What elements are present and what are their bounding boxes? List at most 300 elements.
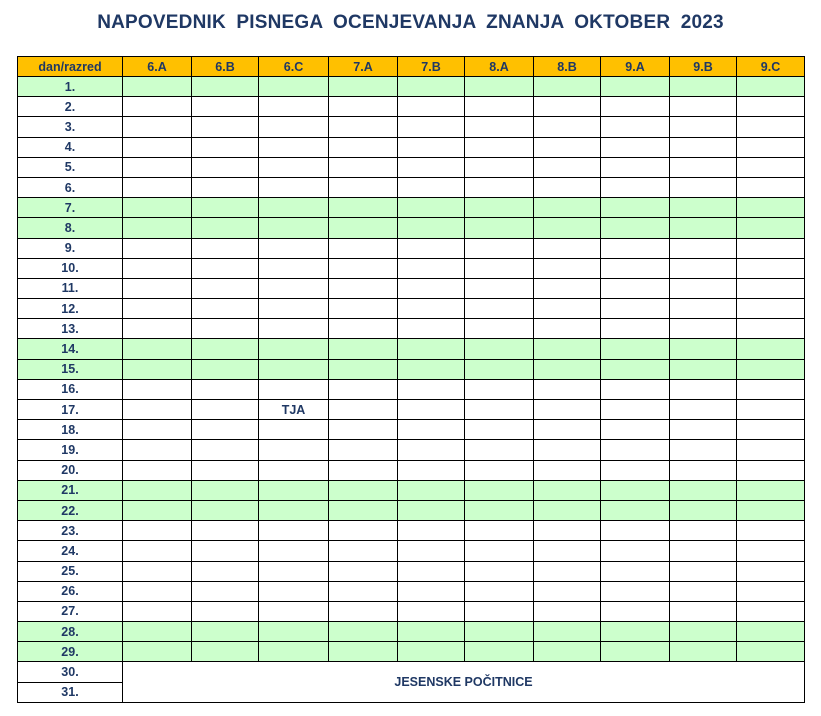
schedule-cell[interactable] — [737, 339, 805, 359]
schedule-cell[interactable] — [601, 238, 670, 258]
schedule-cell[interactable] — [601, 278, 670, 298]
schedule-cell[interactable] — [192, 601, 259, 621]
schedule-cell[interactable] — [398, 77, 465, 97]
schedule-cell[interactable] — [123, 622, 192, 642]
schedule-cell[interactable] — [601, 258, 670, 278]
schedule-cell[interactable] — [670, 480, 737, 500]
schedule-cell[interactable] — [329, 97, 398, 117]
schedule-cell[interactable] — [534, 521, 601, 541]
schedule-cell[interactable] — [670, 97, 737, 117]
schedule-cell[interactable] — [465, 440, 534, 460]
schedule-cell[interactable] — [670, 218, 737, 238]
schedule-cell[interactable] — [601, 642, 670, 662]
schedule-cell[interactable] — [534, 622, 601, 642]
schedule-cell[interactable] — [192, 420, 259, 440]
schedule-cell[interactable] — [737, 177, 805, 197]
schedule-cell[interactable] — [465, 319, 534, 339]
schedule-cell[interactable] — [192, 500, 259, 520]
schedule-cell[interactable] — [123, 460, 192, 480]
schedule-cell[interactable] — [192, 177, 259, 197]
schedule-cell[interactable] — [259, 601, 329, 621]
schedule-cell[interactable] — [737, 622, 805, 642]
column-header-class: 6.B — [192, 57, 259, 77]
schedule-cell[interactable] — [329, 238, 398, 258]
schedule-cell[interactable] — [398, 359, 465, 379]
schedule-cell[interactable] — [670, 400, 737, 420]
schedule-cell[interactable] — [329, 157, 398, 177]
schedule-cell[interactable] — [398, 379, 465, 399]
schedule-cell[interactable] — [123, 480, 192, 500]
schedule-cell[interactable] — [329, 420, 398, 440]
schedule-cell[interactable] — [329, 561, 398, 581]
schedule-cell[interactable] — [601, 339, 670, 359]
schedule-cell[interactable] — [192, 278, 259, 298]
schedule-cell[interactable] — [670, 622, 737, 642]
schedule-cell[interactable] — [737, 359, 805, 379]
schedule-cell[interactable] — [192, 339, 259, 359]
schedule-cell[interactable] — [737, 278, 805, 298]
schedule-cell[interactable] — [123, 500, 192, 520]
schedule-cell[interactable] — [123, 299, 192, 319]
schedule-cell[interactable] — [329, 77, 398, 97]
schedule-cell[interactable] — [192, 299, 259, 319]
schedule-cell[interactable] — [123, 117, 192, 137]
schedule-cell[interactable]: TJA — [259, 400, 329, 420]
schedule-cell[interactable] — [398, 117, 465, 137]
schedule-cell[interactable] — [737, 238, 805, 258]
schedule-cell[interactable] — [123, 379, 192, 399]
schedule-cell[interactable] — [601, 440, 670, 460]
schedule-cell[interactable] — [670, 561, 737, 581]
schedule-cell[interactable] — [465, 581, 534, 601]
schedule-cell[interactable] — [601, 460, 670, 480]
schedule-cell[interactable] — [465, 500, 534, 520]
schedule-cell[interactable] — [737, 480, 805, 500]
schedule-cell[interactable] — [465, 218, 534, 238]
schedule-cell[interactable] — [601, 400, 670, 420]
schedule-cell[interactable] — [329, 177, 398, 197]
schedule-cell[interactable] — [192, 117, 259, 137]
schedule-cell[interactable] — [465, 521, 534, 541]
schedule-cell[interactable] — [670, 339, 737, 359]
schedule-cell[interactable] — [123, 541, 192, 561]
schedule-cell[interactable] — [259, 460, 329, 480]
schedule-cell[interactable] — [737, 420, 805, 440]
schedule-cell[interactable] — [123, 521, 192, 541]
schedule-cell[interactable] — [192, 460, 259, 480]
schedule-cell[interactable] — [192, 157, 259, 177]
schedule-cell[interactable] — [259, 500, 329, 520]
schedule-cell[interactable] — [534, 480, 601, 500]
schedule-cell[interactable] — [465, 642, 534, 662]
schedule-cell[interactable] — [123, 440, 192, 460]
schedule-cell[interactable] — [192, 359, 259, 379]
schedule-cell[interactable] — [398, 420, 465, 440]
schedule-cell[interactable] — [737, 521, 805, 541]
schedule-cell[interactable] — [465, 238, 534, 258]
schedule-cell[interactable] — [670, 137, 737, 157]
schedule-cell[interactable] — [192, 541, 259, 561]
column-header-class: 7.B — [398, 57, 465, 77]
day-cell: 17. — [18, 400, 123, 420]
schedule-cell[interactable] — [737, 379, 805, 399]
schedule-cell[interactable] — [123, 137, 192, 157]
schedule-cell[interactable] — [601, 218, 670, 238]
schedule-cell[interactable] — [670, 359, 737, 379]
schedule-cell[interactable] — [192, 440, 259, 460]
schedule-cell[interactable] — [601, 541, 670, 561]
schedule-cell[interactable] — [259, 177, 329, 197]
schedule-cell[interactable] — [465, 561, 534, 581]
schedule-cell[interactable] — [670, 319, 737, 339]
schedule-cell[interactable] — [670, 157, 737, 177]
schedule-cell[interactable] — [601, 117, 670, 137]
day-cell: 28. — [18, 622, 123, 642]
schedule-cell[interactable] — [123, 319, 192, 339]
schedule-cell[interactable] — [534, 299, 601, 319]
schedule-cell[interactable] — [534, 177, 601, 197]
schedule-cell[interactable] — [670, 420, 737, 440]
schedule-cell[interactable] — [737, 561, 805, 581]
schedule-cell[interactable] — [670, 258, 737, 278]
schedule-cell[interactable] — [670, 117, 737, 137]
schedule-cell[interactable] — [670, 521, 737, 541]
schedule-cell[interactable] — [670, 460, 737, 480]
schedule-cell[interactable] — [123, 400, 192, 420]
schedule-cell[interactable] — [737, 601, 805, 621]
schedule-cell[interactable] — [534, 77, 601, 97]
schedule-cell[interactable] — [192, 198, 259, 218]
schedule-cell[interactable] — [329, 339, 398, 359]
schedule-cell[interactable] — [329, 541, 398, 561]
schedule-cell[interactable] — [329, 299, 398, 319]
schedule-cell[interactable] — [329, 278, 398, 298]
schedule-cell[interactable] — [737, 218, 805, 238]
schedule-cell[interactable] — [670, 500, 737, 520]
schedule-cell[interactable] — [601, 601, 670, 621]
schedule-cell[interactable] — [398, 521, 465, 541]
schedule-cell[interactable] — [465, 97, 534, 117]
schedule-cell[interactable] — [670, 541, 737, 561]
schedule-cell[interactable] — [465, 379, 534, 399]
schedule-cell[interactable] — [534, 561, 601, 581]
schedule-cell[interactable] — [737, 460, 805, 480]
schedule-cell[interactable] — [465, 359, 534, 379]
day-cell: 22. — [18, 500, 123, 520]
schedule-cell[interactable] — [465, 278, 534, 298]
schedule-cell[interactable] — [259, 319, 329, 339]
schedule-cell[interactable] — [534, 319, 601, 339]
schedule-cell[interactable] — [259, 642, 329, 662]
schedule-cell[interactable] — [737, 440, 805, 460]
schedule-cell[interactable] — [670, 581, 737, 601]
schedule-cell[interactable] — [259, 561, 329, 581]
schedule-cell[interactable] — [601, 137, 670, 157]
schedule-cell[interactable] — [465, 258, 534, 278]
schedule-cell[interactable] — [465, 117, 534, 137]
schedule-cell[interactable] — [737, 97, 805, 117]
day-cell: 10. — [18, 258, 123, 278]
schedule-cell[interactable] — [329, 218, 398, 238]
schedule-cell[interactable] — [398, 299, 465, 319]
schedule-cell[interactable] — [329, 400, 398, 420]
schedule-cell[interactable] — [534, 258, 601, 278]
schedule-cell[interactable] — [259, 480, 329, 500]
schedule-cell[interactable] — [465, 339, 534, 359]
schedule-cell[interactable] — [259, 359, 329, 379]
schedule-cell[interactable] — [534, 460, 601, 480]
schedule-cell[interactable] — [601, 157, 670, 177]
schedule-cell[interactable] — [601, 177, 670, 197]
schedule-cell[interactable] — [737, 157, 805, 177]
schedule-cell[interactable] — [259, 541, 329, 561]
schedule-cell[interactable] — [192, 258, 259, 278]
schedule-cell[interactable] — [398, 278, 465, 298]
schedule-cell[interactable] — [737, 541, 805, 561]
schedule-cell[interactable] — [259, 97, 329, 117]
schedule-cell[interactable] — [737, 258, 805, 278]
schedule-cell[interactable] — [601, 97, 670, 117]
schedule-cell[interactable] — [465, 400, 534, 420]
schedule-cell[interactable] — [192, 97, 259, 117]
schedule-cell[interactable] — [329, 601, 398, 621]
schedule-cell[interactable] — [670, 77, 737, 97]
schedule-cell[interactable] — [123, 339, 192, 359]
schedule-cell[interactable] — [601, 622, 670, 642]
schedule-cell[interactable] — [465, 541, 534, 561]
schedule-cell[interactable] — [737, 500, 805, 520]
schedule-cell[interactable] — [123, 278, 192, 298]
schedule-cell[interactable] — [259, 137, 329, 157]
schedule-cell[interactable] — [534, 420, 601, 440]
schedule-cell[interactable] — [329, 581, 398, 601]
schedule-cell[interactable] — [123, 198, 192, 218]
schedule-cell[interactable] — [398, 218, 465, 238]
schedule-cell[interactable] — [601, 299, 670, 319]
schedule-cell[interactable] — [670, 299, 737, 319]
schedule-cell[interactable] — [259, 420, 329, 440]
schedule-cell[interactable] — [534, 581, 601, 601]
schedule-cell[interactable] — [601, 198, 670, 218]
schedule-cell[interactable] — [329, 460, 398, 480]
schedule-cell[interactable] — [737, 77, 805, 97]
schedule-cell[interactable] — [398, 400, 465, 420]
schedule-cell[interactable] — [398, 480, 465, 500]
schedule-cell[interactable] — [123, 561, 192, 581]
schedule-cell[interactable] — [465, 299, 534, 319]
schedule-cell[interactable] — [192, 77, 259, 97]
schedule-cell[interactable] — [534, 117, 601, 137]
schedule-cell[interactable] — [259, 117, 329, 137]
schedule-cell[interactable] — [192, 622, 259, 642]
schedule-cell[interactable] — [398, 319, 465, 339]
schedule-cell[interactable] — [465, 77, 534, 97]
schedule-cell[interactable] — [259, 521, 329, 541]
schedule-cell[interactable] — [534, 400, 601, 420]
schedule-cell[interactable] — [534, 238, 601, 258]
schedule-cell[interactable] — [259, 622, 329, 642]
schedule-cell[interactable] — [259, 379, 329, 399]
schedule-cell[interactable] — [670, 379, 737, 399]
schedule-cell[interactable] — [670, 198, 737, 218]
schedule-cell[interactable] — [534, 541, 601, 561]
column-header-class: 9.C — [737, 57, 805, 77]
schedule-cell[interactable] — [670, 642, 737, 662]
schedule-cell[interactable] — [192, 218, 259, 238]
schedule-cell[interactable] — [465, 157, 534, 177]
schedule-cell[interactable] — [534, 642, 601, 662]
schedule-cell[interactable] — [123, 258, 192, 278]
schedule-cell[interactable] — [398, 541, 465, 561]
schedule-cell[interactable] — [534, 339, 601, 359]
schedule-cell[interactable] — [670, 601, 737, 621]
schedule-cell[interactable] — [259, 299, 329, 319]
schedule-cell[interactable] — [123, 601, 192, 621]
schedule-cell[interactable] — [192, 319, 259, 339]
schedule-cell[interactable] — [534, 97, 601, 117]
schedule-cell[interactable] — [329, 480, 398, 500]
schedule-cell[interactable] — [192, 137, 259, 157]
schedule-cell[interactable] — [601, 379, 670, 399]
schedule-cell[interactable] — [534, 359, 601, 379]
schedule-cell[interactable] — [737, 581, 805, 601]
schedule-cell[interactable] — [329, 137, 398, 157]
schedule-cell[interactable] — [737, 299, 805, 319]
schedule-cell[interactable] — [398, 561, 465, 581]
schedule-cell[interactable] — [259, 157, 329, 177]
schedule-cell[interactable] — [192, 642, 259, 662]
schedule-cell[interactable] — [534, 157, 601, 177]
schedule-cell[interactable] — [737, 137, 805, 157]
schedule-cell[interactable] — [329, 379, 398, 399]
schedule-cell[interactable] — [329, 622, 398, 642]
schedule-cell[interactable] — [398, 622, 465, 642]
schedule-cell[interactable] — [534, 218, 601, 238]
schedule-cell[interactable] — [329, 500, 398, 520]
day-cell: 6. — [18, 177, 123, 197]
schedule-cell[interactable] — [329, 258, 398, 278]
schedule-cell[interactable] — [534, 440, 601, 460]
schedule-cell[interactable] — [398, 198, 465, 218]
schedule-cell[interactable] — [601, 480, 670, 500]
schedule-cell[interactable] — [534, 278, 601, 298]
schedule-cell[interactable] — [465, 480, 534, 500]
schedule-cell[interactable] — [123, 218, 192, 238]
schedule-cell[interactable] — [398, 642, 465, 662]
schedule-cell[interactable] — [259, 238, 329, 258]
schedule-cell[interactable] — [259, 339, 329, 359]
schedule-cell[interactable] — [601, 359, 670, 379]
schedule-cell[interactable] — [398, 500, 465, 520]
schedule-cell[interactable] — [601, 521, 670, 541]
schedule-cell[interactable] — [398, 339, 465, 359]
schedule-cell[interactable] — [398, 137, 465, 157]
schedule-cell[interactable] — [192, 561, 259, 581]
schedule-cell[interactable] — [670, 177, 737, 197]
schedule-cell[interactable] — [192, 480, 259, 500]
schedule-cell[interactable] — [192, 238, 259, 258]
schedule-cell[interactable] — [259, 198, 329, 218]
schedule-cell[interactable] — [329, 117, 398, 137]
schedule-cell[interactable] — [465, 420, 534, 440]
schedule-cell[interactable] — [398, 238, 465, 258]
schedule-cell[interactable] — [398, 97, 465, 117]
schedule-cell[interactable] — [398, 460, 465, 480]
schedule-cell[interactable] — [398, 581, 465, 601]
schedule-cell[interactable] — [465, 198, 534, 218]
schedule-cell[interactable] — [737, 319, 805, 339]
schedule-cell[interactable] — [123, 238, 192, 258]
schedule-cell[interactable] — [398, 177, 465, 197]
schedule-cell[interactable] — [465, 601, 534, 621]
schedule-cell[interactable] — [670, 440, 737, 460]
schedule-cell[interactable] — [534, 601, 601, 621]
schedule-cell[interactable] — [192, 521, 259, 541]
schedule-cell[interactable] — [534, 379, 601, 399]
schedule-cell[interactable] — [259, 218, 329, 238]
schedule-cell[interactable] — [123, 420, 192, 440]
day-cell: 20. — [18, 460, 123, 480]
schedule-cell[interactable] — [398, 601, 465, 621]
schedule-cell[interactable] — [465, 622, 534, 642]
schedule-cell[interactable] — [465, 460, 534, 480]
schedule-cell[interactable] — [601, 561, 670, 581]
schedule-cell[interactable] — [329, 521, 398, 541]
schedule-cell[interactable] — [601, 319, 670, 339]
schedule-cell[interactable] — [465, 137, 534, 157]
schedule-cell[interactable] — [534, 198, 601, 218]
schedule-cell[interactable] — [465, 177, 534, 197]
schedule-cell[interactable] — [329, 440, 398, 460]
schedule-cell[interactable] — [259, 581, 329, 601]
schedule-cell[interactable] — [123, 359, 192, 379]
schedule-cell[interactable] — [123, 157, 192, 177]
schedule-cell[interactable] — [192, 581, 259, 601]
schedule-cell[interactable] — [259, 440, 329, 460]
schedule-cell[interactable] — [398, 157, 465, 177]
schedule-cell[interactable] — [123, 97, 192, 117]
schedule-cell[interactable] — [192, 400, 259, 420]
schedule-cell[interactable] — [737, 400, 805, 420]
schedule-cell[interactable] — [670, 238, 737, 258]
schedule-cell[interactable] — [737, 642, 805, 662]
schedule-cell[interactable] — [398, 258, 465, 278]
schedule-cell[interactable] — [329, 642, 398, 662]
schedule-cell[interactable] — [398, 440, 465, 460]
schedule-cell[interactable] — [737, 198, 805, 218]
schedule-cell[interactable] — [601, 420, 670, 440]
schedule-cell[interactable] — [123, 581, 192, 601]
schedule-cell[interactable] — [534, 137, 601, 157]
schedule-cell[interactable] — [123, 77, 192, 97]
schedule-cell[interactable] — [534, 500, 601, 520]
schedule-cell[interactable] — [329, 319, 398, 339]
schedule-cell[interactable] — [123, 642, 192, 662]
schedule-cell[interactable] — [670, 278, 737, 298]
schedule-cell[interactable] — [601, 581, 670, 601]
schedule-cell[interactable] — [259, 258, 329, 278]
schedule-cell[interactable] — [601, 500, 670, 520]
schedule-cell[interactable] — [192, 379, 259, 399]
table-row — [18, 198, 805, 218]
schedule-cell[interactable] — [601, 77, 670, 97]
schedule-cell[interactable] — [259, 278, 329, 298]
schedule-cell[interactable] — [259, 77, 329, 97]
schedule-cell[interactable] — [737, 117, 805, 137]
schedule-cell[interactable] — [123, 177, 192, 197]
schedule-cell[interactable] — [329, 359, 398, 379]
schedule-cell[interactable] — [329, 198, 398, 218]
